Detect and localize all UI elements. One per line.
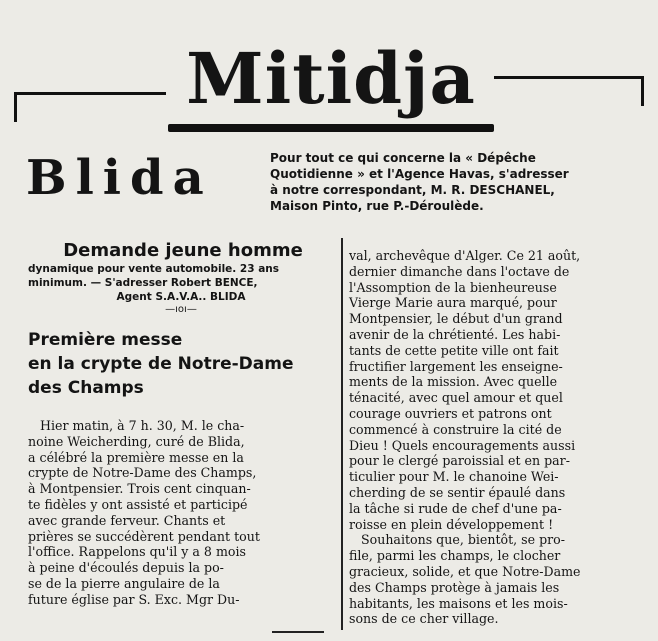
body-line: sons de ce cher village. — [349, 611, 499, 627]
body-line: tants de cette petite ville ont fait — [349, 342, 559, 358]
masthead-rule-left — [14, 92, 166, 95]
body-line: avenir de la chrétienté. Les habi- — [349, 326, 561, 342]
body-line: future église par S. Exc. Mgr Du- — [28, 591, 240, 607]
body-line: l'office. Rappelons qu'il y a 8 mois — [28, 544, 246, 560]
masthead-rule-right — [494, 76, 644, 79]
body-line: courage ouvriers et patrons ont — [349, 405, 552, 421]
body-line: habitants, les maisons et les mois- — [349, 595, 568, 611]
body-line: roisse en plein développement ! — [349, 516, 554, 532]
body-line: a célébré la première messe en la — [28, 449, 244, 465]
body-line: Vierge Marie aura marqué, pour — [349, 295, 557, 311]
body-line: noine Weicherding, curé de Blida, — [28, 433, 245, 449]
article-headline — [28, 328, 334, 400]
body-line: Hier matin, à 7 h. 30, M. le cha- — [40, 418, 245, 433]
left-column — [28, 240, 334, 608]
body-line: avec grande ferveur. Chants et — [28, 512, 226, 528]
body-line: Dieu ! Quels encouragements aussi — [349, 437, 576, 453]
body-line: ténacité, avec quel amour et quel — [349, 390, 563, 406]
body-line: Montpensier, le début d'un grand — [349, 311, 563, 327]
body-line: dernier dimanche dans l'octave de — [349, 263, 570, 279]
body-line: file, parmi les champs, le clocher — [349, 548, 561, 564]
body-line: se de la pierre angulaire de la — [28, 575, 220, 591]
body-line: l'Assomption de la bienheureuse — [349, 279, 557, 295]
classified-ad-line: Agent S.A.V.A.. BLIDA — [116, 291, 246, 303]
headline-line: en la crypte de Notre-Dame — [28, 354, 294, 374]
masthead-underbar — [168, 124, 494, 132]
body-line: cherding de se sentir épaulé dans — [349, 484, 566, 500]
article-body-left — [28, 418, 334, 608]
correspondent-notice — [270, 150, 642, 214]
notice-line: Pour tout ce qui concerne la « Dépêche — [270, 151, 536, 165]
headline-line: Première messe — [28, 330, 183, 350]
body-line: prières se succédèrent pendant tout — [28, 528, 260, 544]
body-line: la tâche si rude de chef d'une pa- — [349, 500, 562, 516]
notice-line: Maison Pinto, rue P.-Déroulède. — [270, 199, 484, 213]
ornament-divider: —ıoı— — [165, 304, 197, 315]
body-line: val, archevêque d'Alger. Ce 21 août, — [349, 248, 581, 263]
classified-ad-line: dynamique pour vente automobile. 23 ans — [28, 263, 280, 275]
section-title: Blida — [26, 150, 213, 206]
body-line: à peine d'écoulés depuis la po- — [28, 560, 224, 576]
body-line: fructifier largement les enseigne- — [349, 358, 563, 374]
headline-line: des Champs — [28, 378, 144, 398]
right-column — [349, 248, 649, 627]
body-line: commencé à construire la cité de — [349, 421, 562, 437]
body-line: pour le clergé paroissial et en par- — [349, 453, 570, 469]
masthead-rule-right-corner — [641, 76, 644, 106]
masthead-rule-left-corner — [14, 92, 17, 122]
body-line: ments de la mission. Avec quelle — [349, 374, 558, 390]
notice-line: à notre correspondant, M. R. DESCHANEL, — [270, 183, 555, 197]
body-line: gracieux, solide, et que Notre-Dame — [349, 563, 581, 579]
body-line: ticulier pour M. le chanoine Wei- — [349, 469, 559, 485]
masthead-title: Mitidja — [186, 37, 476, 120]
classified-ad-line: minimum. — S'adresser Robert BENCE, — [28, 277, 258, 289]
body-line: à Montpensier. Trois cent cinquan- — [28, 481, 251, 497]
notice-line: Quotidienne » et l'Agence Havas, s'adresser — [270, 167, 569, 181]
bottom-rule — [272, 631, 324, 633]
body-line: te fidèles y ont assisté et participé — [28, 496, 248, 512]
body-line: des Champs protège à jamais les — [349, 579, 560, 595]
body-line: Souhaitons que, bientôt, se pro- — [361, 532, 566, 548]
body-line: crypte de Notre-Dame des Champs, — [28, 465, 257, 481]
column-divider — [341, 238, 343, 630]
classified-ad-heading: Demande jeune homme — [63, 240, 303, 261]
